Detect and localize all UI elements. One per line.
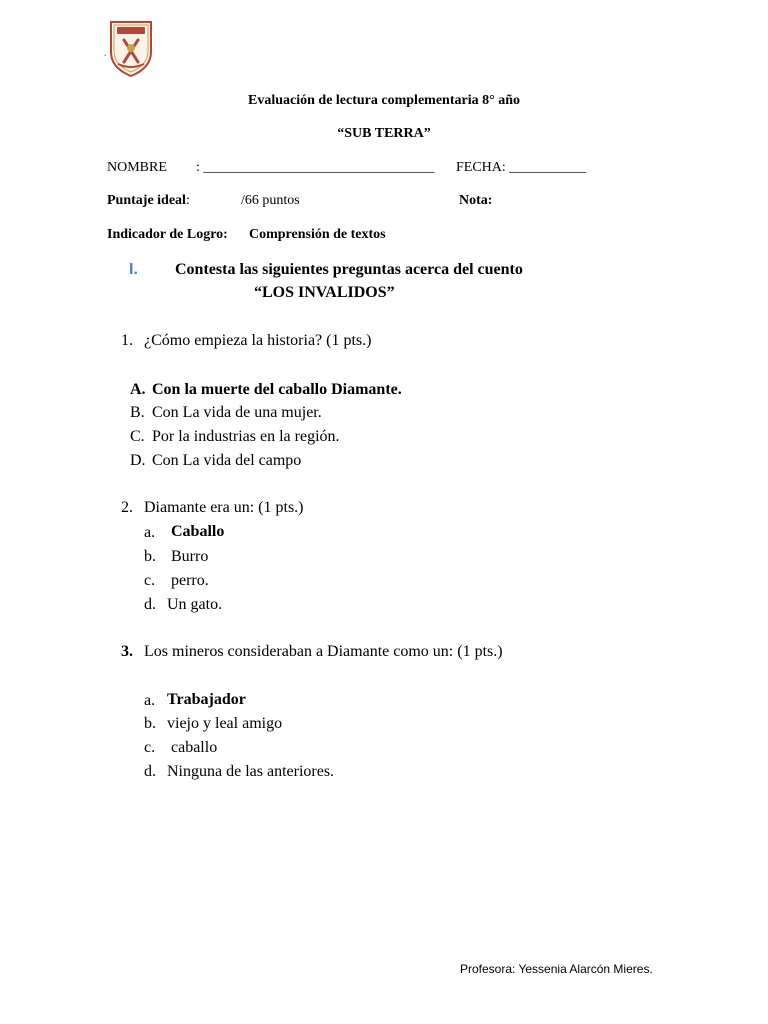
option-marker: c. — [144, 739, 156, 756]
option-text: Burro — [171, 548, 209, 565]
question-marker: 2. — [121, 499, 133, 516]
option-text: Con La vida de una mujer. — [152, 404, 322, 421]
option-marker: C. — [130, 428, 145, 445]
option-marker: b. — [144, 715, 156, 732]
option-text-correct: Con la muerte del caballo Diamante. — [152, 381, 402, 398]
option-text: Ninguna de las anteriores. — [167, 763, 335, 780]
section-number: I. — [129, 261, 138, 278]
option-text: viejo y leal amigo — [167, 715, 283, 732]
question-text: Diamante era un: (1 pts.) — [144, 499, 304, 516]
question-text: Los mineros consideraban a Diamante como un: (1 pts.) — [144, 643, 503, 660]
document-title: Evaluación de lectura complementaria 8° año — [248, 93, 520, 108]
option-marker: c. — [144, 572, 156, 589]
option-text-correct: Trabajador — [167, 691, 246, 708]
indicador-value: Comprensión de textos — [249, 227, 386, 242]
option-text: caballo — [171, 739, 218, 756]
puntaje-label: Puntaje ideal — [107, 193, 186, 208]
puntaje-value: /66 puntos — [241, 193, 300, 208]
option-marker: A. — [130, 381, 146, 398]
fecha-field[interactable]: FECHA: ___________ — [456, 160, 587, 175]
option-marker: d. — [144, 596, 156, 613]
nombre-field[interactable]: : _________________________________ — [196, 160, 435, 175]
question-marker: 1. — [121, 332, 133, 349]
school-seal-logo — [108, 18, 154, 78]
puntaje-ideal — [107, 193, 190, 209]
indicador-label: Indicador de Logro: — [107, 227, 228, 242]
footer-teacher: Profesora: Yessenia Alarcón Mieres. — [460, 962, 653, 976]
option-marker: a. — [144, 692, 156, 709]
question-text: ¿Cómo empieza la historia? (1 pts.) — [144, 332, 372, 349]
option-text: Por la industrias en la región. — [152, 428, 340, 445]
option-marker: D. — [130, 452, 146, 469]
section-heading-line1: Contesta las siguientes preguntas acerca del cuento — [175, 261, 523, 278]
option-text-correct: Caballo — [171, 523, 225, 540]
question-marker: 3. — [121, 643, 133, 660]
option-marker: B. — [130, 404, 145, 421]
nombre-label: NOMBRE — [107, 160, 167, 175]
section-heading-line2: “LOS INVALIDOS” — [254, 284, 395, 301]
option-marker: d. — [144, 763, 156, 780]
puntaje-colon: : — [185, 193, 190, 208]
option-marker: a. — [144, 524, 156, 541]
logo-dot: . — [104, 48, 107, 59]
option-marker: b. — [144, 548, 156, 565]
option-text: perro. — [171, 572, 209, 589]
option-text: Un gato. — [167, 596, 223, 613]
nota-label: Nota: — [459, 193, 493, 208]
document-subtitle: “SUB TERRA” — [337, 126, 431, 141]
option-text: Con La vida del campo — [152, 452, 302, 469]
